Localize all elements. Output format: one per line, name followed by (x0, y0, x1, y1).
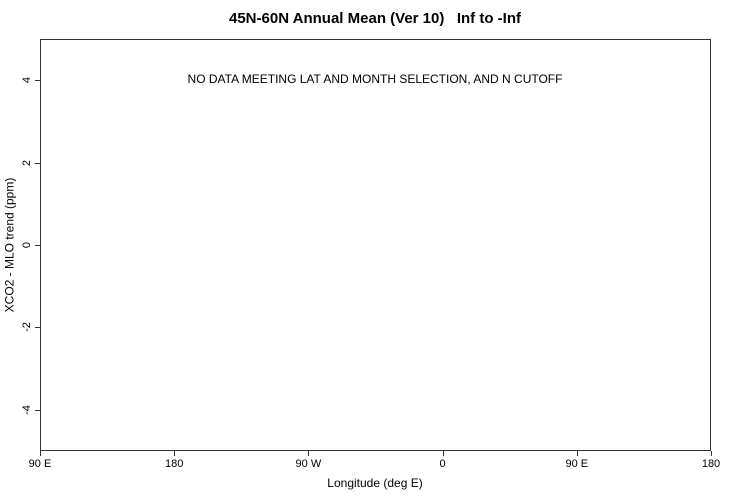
y-tick-label: 2 (21, 159, 33, 166)
y-tick-mark (35, 410, 40, 411)
y-tick-label: -2 (21, 322, 33, 333)
x-tick-label: 90 E (28, 458, 52, 470)
x-tick-mark (174, 451, 175, 456)
no-data-message: NO DATA MEETING LAT AND MONTH SELECTION, AND N CUTOFF (187, 72, 563, 86)
x-tick-label: 90 E (565, 458, 589, 470)
x-tick-mark (443, 451, 444, 456)
x-axis-label: Longitude (deg E) (327, 476, 423, 490)
x-tick-mark (711, 451, 712, 456)
x-tick-mark (308, 451, 309, 456)
x-tick-mark (577, 451, 578, 456)
y-tick-label: 4 (21, 77, 33, 84)
x-tick-label: 180 (701, 458, 721, 470)
chart-title: 45N-60N Annual Mean (Ver 10) Inf to -Inf (229, 10, 521, 27)
x-tick-label: 0 (439, 458, 446, 470)
y-tick-label: 0 (21, 241, 33, 249)
y-tick-label: -4 (21, 404, 33, 415)
x-tick-mark (40, 451, 41, 456)
y-tick-mark (35, 163, 40, 164)
plot-area (40, 39, 711, 451)
y-tick-mark (35, 80, 40, 81)
y-tick-mark (35, 245, 40, 246)
y-axis-label: XCO2 - MLO trend (ppm) (2, 177, 17, 313)
x-tick-label: 90 W (295, 458, 322, 470)
x-tick-label: 180 (165, 458, 184, 470)
y-tick-mark (35, 327, 40, 328)
